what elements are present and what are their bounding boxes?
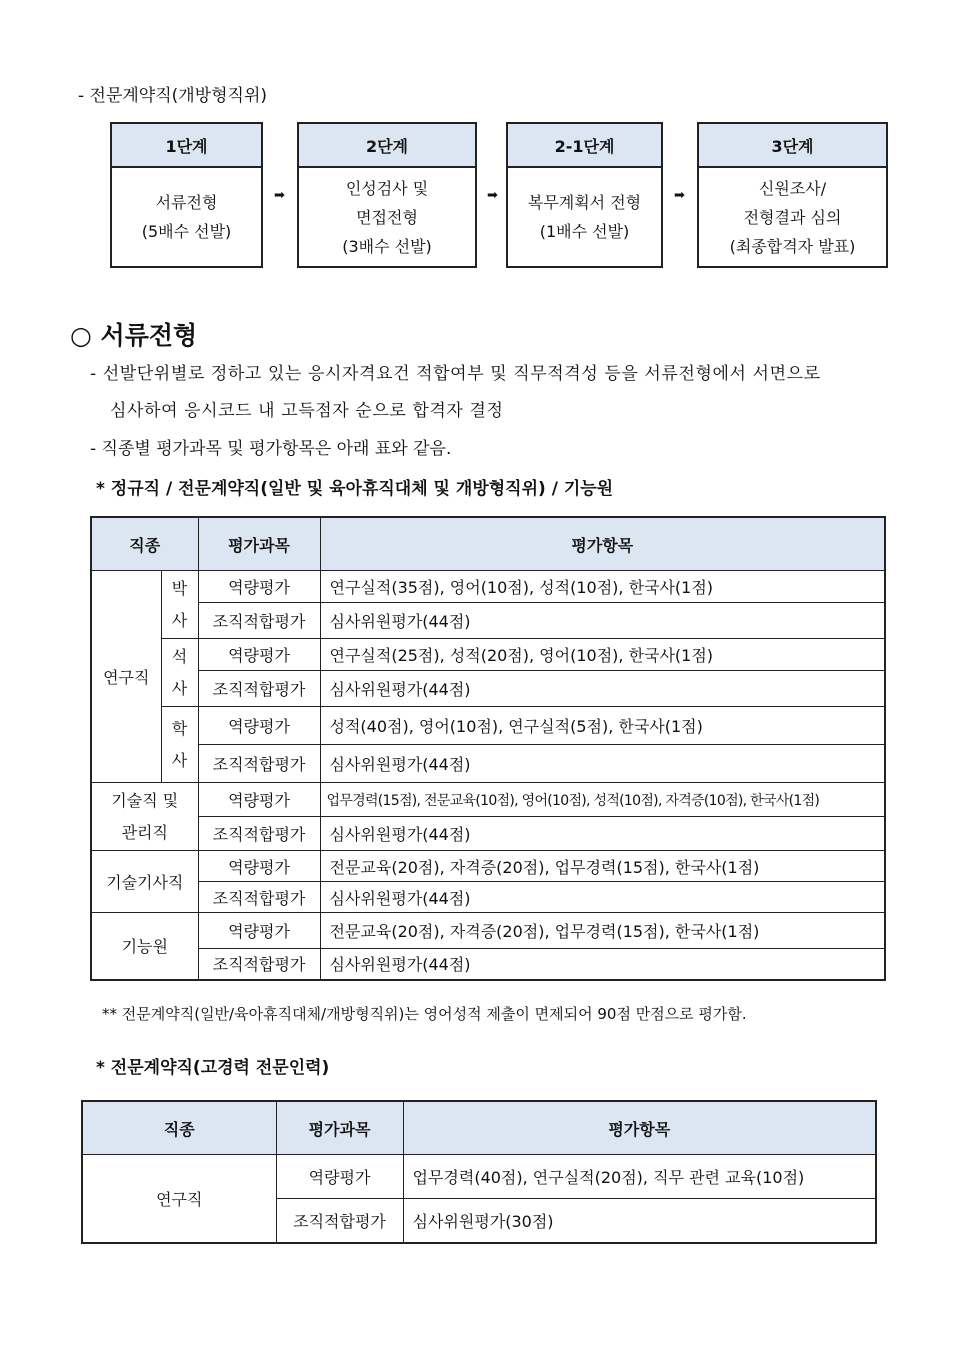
right-arrow-icon: ➡	[274, 188, 285, 203]
paragraph: 심사하여 응시코드 내 고득점자 순으로 합격자 결정	[110, 401, 504, 421]
flow-step-line: 전형결과 심의	[743, 207, 842, 227]
col-header-items: 평가항목	[320, 517, 885, 571]
flow-step-4	[697, 122, 888, 268]
evaluation-table	[90, 516, 886, 981]
table1-caption: * 정규직 / 전문계약직(일반 및 육아휴직대체 및 개방형직위) / 기능원	[96, 479, 614, 499]
right-arrow-icon: ➡	[674, 188, 685, 203]
job-technical-admin: 기술직 및 관리직	[91, 783, 198, 851]
col-header-job: 직종	[91, 517, 198, 571]
degree-master: 석 사	[161, 639, 198, 707]
col-header-items: 평가항목	[403, 1101, 876, 1155]
items-cell: 전문교육(20점), 자격증(20점), 업무경력(15점), 한국사(1점)	[320, 851, 885, 882]
degree-bachelor: 학 사	[161, 707, 198, 783]
subject-cell: 역량평가	[198, 639, 320, 671]
degree-doctor: 박 사	[161, 571, 198, 639]
items-cell: 심사위원평가(44점)	[320, 745, 885, 783]
subject-cell: 역량평가	[198, 913, 320, 949]
right-arrow-icon: ➡	[487, 188, 498, 203]
subject-cell: 역량평가	[198, 783, 320, 817]
paragraph: - 선발단위별로 정하고 있는 응시자격요건 적합여부 및 직무적격성 등을 서류전형에서 서면으로	[90, 364, 821, 384]
paragraph: - 직종별 평가과목 및 평가항목은 아래 표와 같음.	[90, 439, 452, 459]
items-cell: 심사위원평가(44점)	[320, 882, 885, 913]
col-header-job: 직종	[82, 1101, 276, 1155]
subject-cell: 조직적합평가	[198, 817, 320, 851]
flow-step-line: (5배수 선발)	[141, 222, 232, 241]
items-cell: 심사위원평가(44점)	[320, 817, 885, 851]
table1-note: ** 전문계약직(일반/육아휴직대체/개방형직위)는 영어성적 제출이 면제되어 90점 만점으로 평가함.	[102, 1005, 747, 1023]
items-cell: 연구실적(25점), 성적(20점), 영어(10점), 한국사(1점)	[320, 639, 885, 671]
job-research: 연구직	[91, 571, 161, 783]
flow-step-line: 면접전형	[356, 207, 418, 227]
table2-caption: * 전문계약직(고경력 전문인력)	[96, 1058, 330, 1078]
subject-cell: 조직적합평가	[198, 603, 320, 639]
col-header-subject: 평가과목	[276, 1101, 403, 1155]
flow-step-title: 2단계	[299, 124, 475, 168]
subject-cell: 역량평가	[198, 851, 320, 882]
flow-step-3	[506, 122, 663, 268]
flow-step-line: 신원조사/	[758, 178, 827, 198]
items-cell: 심사위원평가(44점)	[320, 949, 885, 980]
subject-cell: 조직적합평가	[198, 882, 320, 913]
flow-step-line: (최종합격자 발표)	[729, 236, 856, 256]
subject-cell: 조직적합평가	[198, 949, 320, 980]
col-header-subject: 평가과목	[198, 517, 320, 571]
items-cell: 연구실적(35점), 영어(10점), 성적(10점), 한국사(1점)	[320, 571, 885, 603]
subject-cell: 역량평가	[198, 571, 320, 603]
items-cell: 전문교육(20점), 자격증(20점), 업무경력(15점), 한국사(1점)	[320, 913, 885, 949]
flow-step-line: 복무계획서 전형	[527, 193, 642, 212]
flow-step-title: 2-1단계	[508, 124, 661, 168]
job-research: 연구직	[82, 1155, 276, 1243]
flow-step-line: (1배수 선발)	[539, 222, 630, 241]
items-cell: 심사위원평가(30점)	[403, 1199, 876, 1243]
flow-step-line: 인성검사 및	[345, 178, 429, 198]
circle-bullet-icon: ○	[70, 321, 92, 350]
items-cell: 업무경력(40점), 연구실적(20점), 직무 관련 교육(10점)	[403, 1155, 876, 1199]
subject-cell: 역량평가	[276, 1155, 403, 1199]
section-heading	[70, 316, 197, 352]
subject-cell: 역량평가	[198, 707, 320, 745]
flow-step-1	[110, 122, 263, 268]
items-cell: 업무경력(15점), 전문교육(10점), 영어(10점), 성적(10점), 자격증(10점), 한국사(1점)	[320, 783, 885, 817]
intro-line: - 전문계약직(개방형직위)	[78, 86, 268, 106]
section-title: 서류전형	[100, 321, 198, 350]
job-technician: 기술기사직	[91, 851, 198, 913]
flow-step-2	[297, 122, 477, 268]
subject-cell: 조직적합평가	[198, 671, 320, 707]
flow-step-line: (3배수 선발)	[342, 236, 432, 256]
items-cell: 심사위원평가(44점)	[320, 603, 885, 639]
job-skilled-worker: 기능원	[91, 913, 198, 980]
flow-step-line: 서류전형	[155, 193, 218, 212]
senior-expert-table	[81, 1100, 877, 1244]
flow-step-title: 1단계	[112, 124, 261, 168]
subject-cell: 조직적합평가	[198, 745, 320, 783]
items-cell: 심사위원평가(44점)	[320, 671, 885, 707]
items-cell: 성적(40점), 영어(10점), 연구실적(5점), 한국사(1점)	[320, 707, 885, 745]
subject-cell: 조직적합평가	[276, 1199, 403, 1243]
flow-step-title: 3단계	[699, 124, 886, 168]
